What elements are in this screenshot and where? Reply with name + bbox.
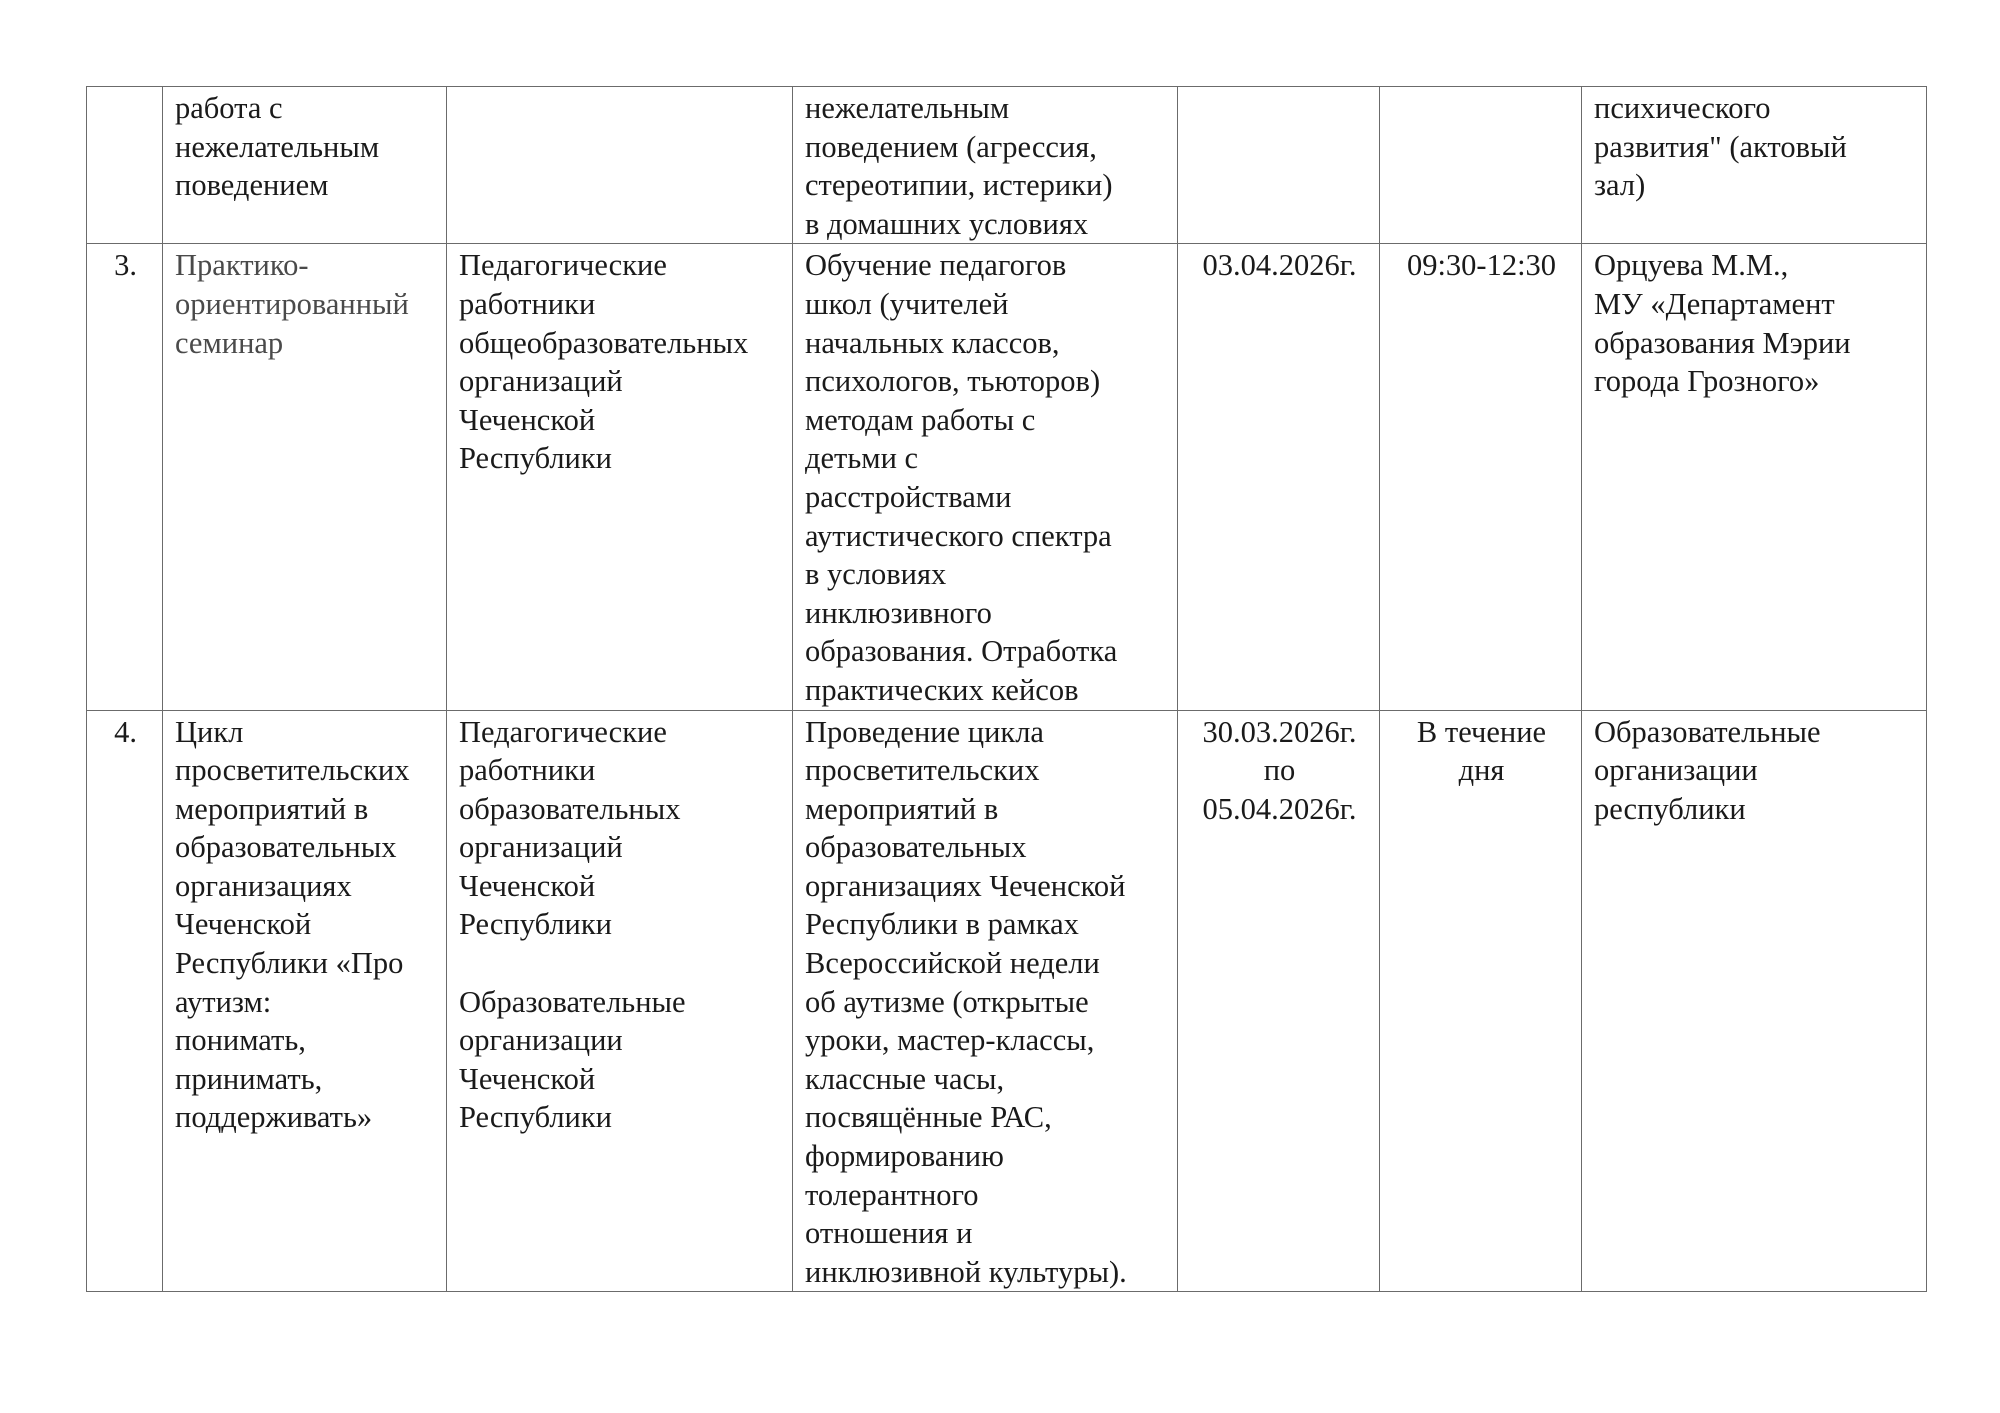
event-form-cell: Практико- ориентированный семинар: [163, 244, 447, 710]
responsible-cell: Образовательные организации республики: [1582, 710, 1927, 1292]
row-number-cell: [87, 87, 163, 244]
time-cell: 09:30-12:30: [1380, 244, 1582, 710]
audience-cell: [447, 87, 793, 244]
date-cell: 30.03.2026г. по 05.04.2026г.: [1178, 710, 1380, 1292]
event-schedule-table: [86, 86, 1927, 1292]
event-form-cell: Цикл просветительских мероприятий в образовательных организациях Чеченской Республики «Про аутизм: понимать, принимать, поддерживать»: [163, 710, 447, 1292]
audience-cell: Педагогические работники образовательных организаций Чеченской Республики Образовательные организации Чеченской Республики: [447, 710, 793, 1292]
event-form-cell: работа с нежелательным поведением: [163, 87, 447, 244]
description-cell: Проведение цикла просветительских мероприятий в образовательных организациях Чеченской Республики в рамках Всероссийской недели об аутизме (открытые уроки, мастер-классы, классные часы, посвящённые РАС, формированию толерантного отношения и инклюзивной культуры).: [793, 710, 1178, 1292]
row-number-cell: 3.: [87, 244, 163, 710]
responsible-cell: психического развития" (актовый зал): [1582, 87, 1927, 244]
table-row: [87, 710, 1927, 1292]
row-number-cell: 4.: [87, 710, 163, 1292]
description-cell: Обучение педагогов школ (учителей начальных классов, психологов, тьюторов) методам работы с детьми с расстройствами аутистического спектра в условиях инклюзивного образования. Отработка практических кейсов: [793, 244, 1178, 710]
time-cell: В течение дня: [1380, 710, 1582, 1292]
date-cell: [1178, 87, 1380, 244]
responsible-cell: Орцуева М.М., МУ «Департамент образования Мэрии города Грозного»: [1582, 244, 1927, 710]
table-row: [87, 87, 1927, 244]
table-row: [87, 244, 1927, 710]
date-cell: 03.04.2026г.: [1178, 244, 1380, 710]
description-cell: нежелательным поведением (агрессия, стереотипии, истерики) в домашних условиях: [793, 87, 1178, 244]
audience-cell: Педагогические работники общеобразовательных организаций Чеченской Республики: [447, 244, 793, 710]
time-cell: [1380, 87, 1582, 244]
